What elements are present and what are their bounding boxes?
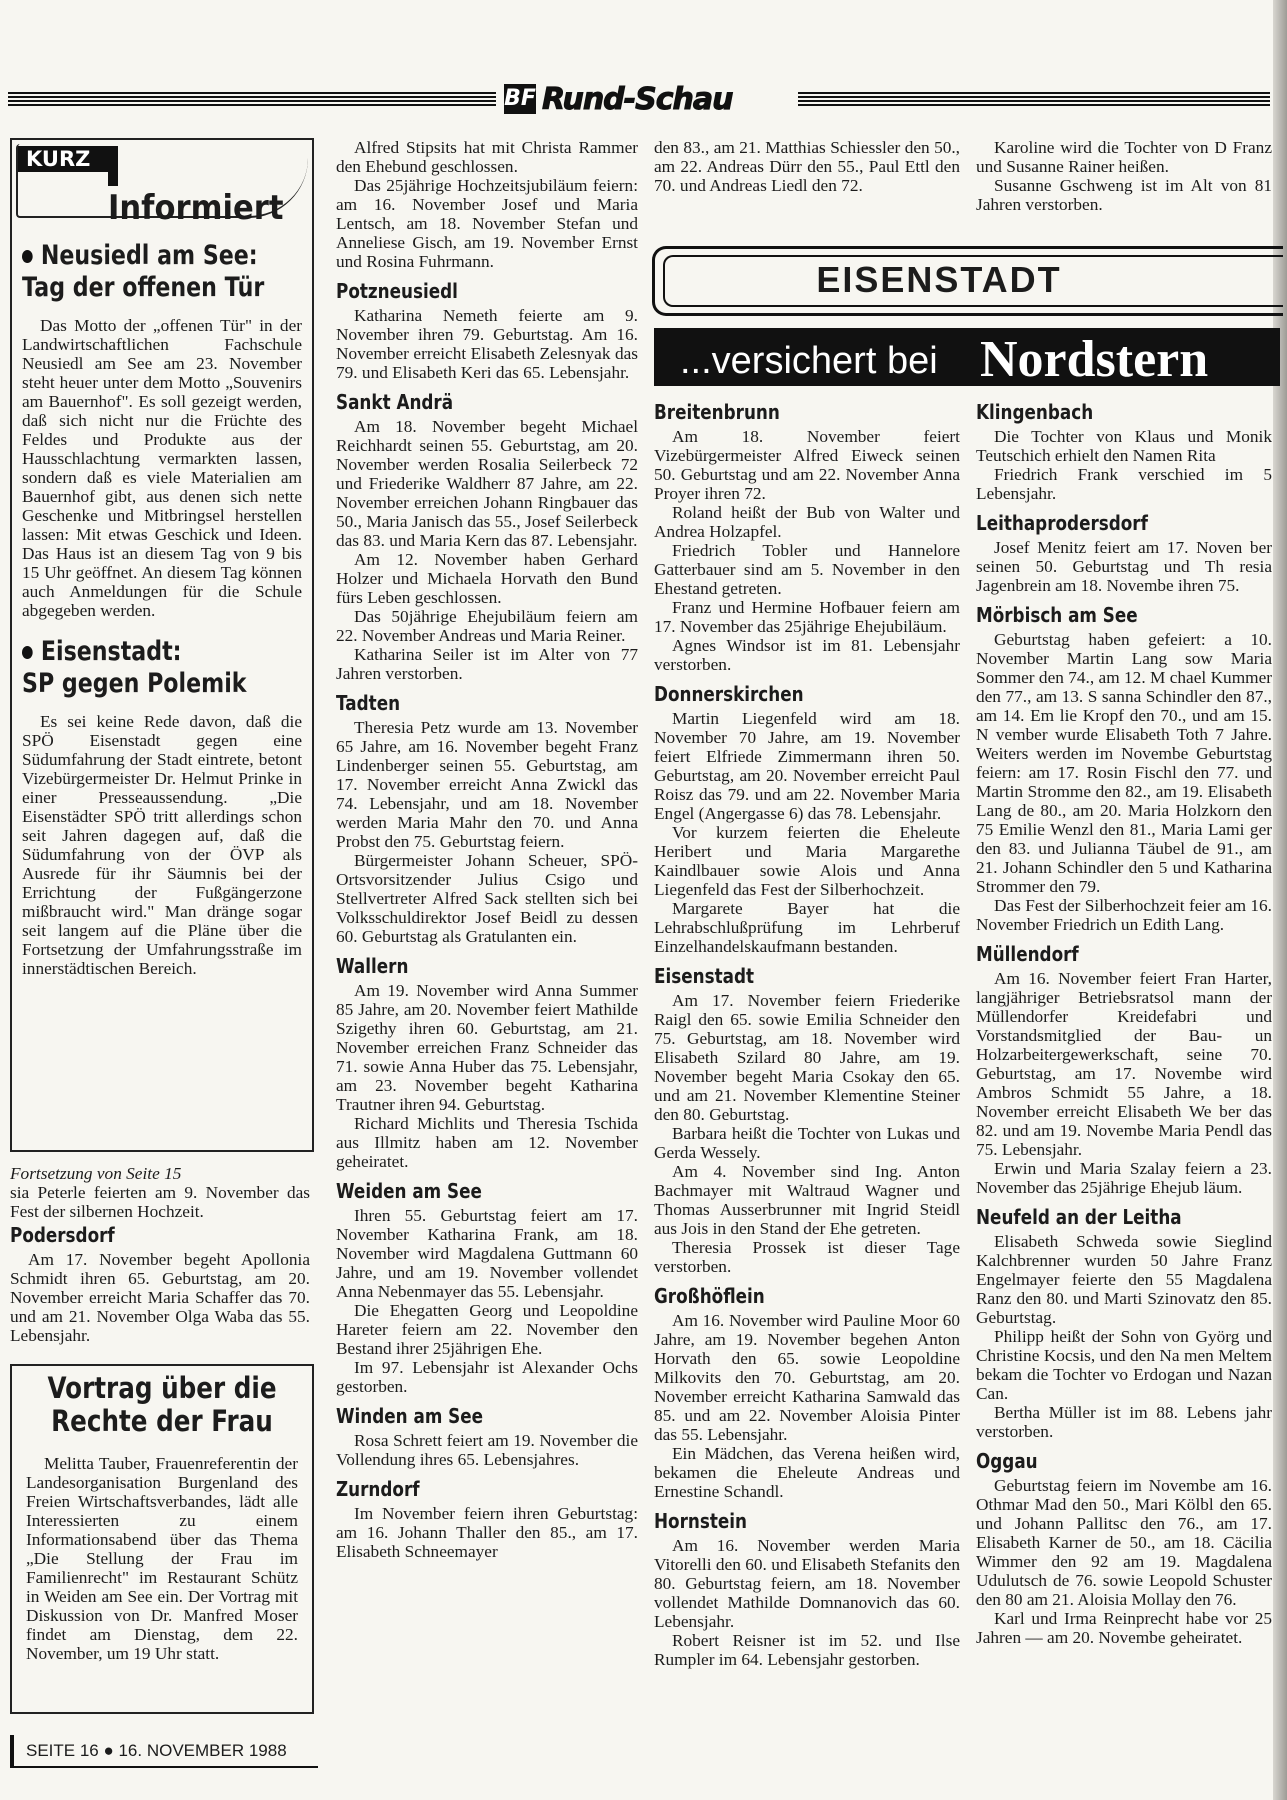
page-footer	[10, 1735, 318, 1767]
paragraph: Das Fest der Silberhochzeit feier am 16. November Friedrich un Edith Lang.	[976, 896, 1272, 934]
paragraph: Am 4. November sind Ing. Anton Bachmayer mit Waltraud Wagner und Thomas Ausserbrunner mit Ingrid Steidl aus Jois in den Stand der Ehe getreten.	[654, 1162, 960, 1238]
kurz-item-2-head1: Eisenstadt:	[22, 636, 252, 668]
kurz-item-2-head2: SP gegen Polemik	[22, 668, 247, 699]
bullet-icon	[22, 250, 33, 263]
paragraph: Geburtstag haben gefeiert: a 10. November Martin Lang sow Maria Sommer den 74., am 12. M chael Kummer den 77., am 13. S sanna Schindler den 87., am 14. Em lie Kropf den 70., und am 15. N vember wurde Elisabeth Toth 7 Jahre. Weiters werden im Novembe Geburtstag feiern: am 17. Rosin Fischl den 77. und Martin Stromme den 82., am 19. Elisabeth Lang de 80., am 20. Maria Holzkorn den 75 Emilie Wenzl den 81., Maria Lami ger den 83. und Julianna Täubel de 91., am 21. Johann Schindler den 5 und Katharina Strommer den 79.	[976, 630, 1272, 896]
place-leithaprodersdorf: Leithaprodersdorf	[976, 511, 1148, 535]
fortsetzung-text: sia Peterle feierten am 9. November das Fest der silbernen Hochzeit.	[10, 1183, 310, 1221]
paragraph: Das 50jährige Ehejubiläum feiern am 22. November Andreas und Maria Reiner.	[336, 607, 638, 645]
kurz-title: Informiert	[108, 188, 284, 228]
masthead	[8, 82, 1270, 116]
place-hornstein: Hornstein	[654, 1509, 747, 1533]
footer-bar	[10, 1735, 14, 1767]
paragraph: Am 12. November haben Gerhard Holzer und Michaela Horvath den Bund fürs Leben geschlossen.	[336, 550, 638, 607]
paragraph: Agnes Windsor ist im 81. Lebensjahr verstorben.	[654, 636, 960, 674]
paragraph: Philipp heißt der Sohn von Györg und Christine Kocsis, und den Na men Meltem bekam die Tochter vo Erdogan und Nazan Can.	[976, 1327, 1272, 1403]
section-title: Rund-Schau	[542, 82, 733, 117]
paragraph: Margarete Bayer hat die Lehrabschlußprüfung im Lehrberuf Einzelhandelskaufmann bestanden.	[654, 899, 960, 956]
paragraph: Bertha Müller ist im 88. Lebens jahr verstorben.	[976, 1403, 1272, 1441]
column-2	[336, 138, 638, 1561]
paragraph: Die Ehegatten Georg und Leopoldine Hareter feiern am 22. November den Bestand ihrer 25jährigen Ehe.	[336, 1301, 638, 1358]
kurz-informiert-box	[10, 138, 314, 1152]
paragraph: Am 16. November werden Maria Vitorelli den 60. und Elisabeth Stefanits den 80. Geburtstag feiern, am 18. November vollendet Mathilde Domnanovich das 60. Lebensjahr.	[654, 1536, 960, 1631]
place-eisenstadt: Eisenstadt	[654, 964, 755, 988]
place-muellendorf: Müllendorf	[976, 942, 1079, 966]
paragraph: Katharina Nemeth feierte am 9. November ihren 79. Geburtstag. Am 16. November erreicht Elisabeth Zelesnyak das 79. und Elisabeth Keri das 65. Lebensjahr.	[336, 306, 638, 382]
kurz-item-2-text: Es sei keine Rede davon, daß die SPÖ Eisenstadt gegen eine Südumfahrung der Stadt eintrete, betont Vizebürgermeister Dr. Helmut Prinke in einer Presseaussendung. „Die Eisenstädter SPÖ tritt allerdings schon seit Jahren dagegen auf, daß die Südumfahrung von der ÖVP als Ausrede für ihr Säumnis bei der Errichtung der Fußgängerzone mißbraucht wird." Man dränge sogar seit langem auf die Pläne über die Fortsetzung der Umfahrungsstraße im innerstädtischen Bereich.	[22, 712, 302, 978]
eisenstadt-banner	[652, 246, 1283, 316]
paragraph: Josef Menitz feiert am 17. Noven ber seinen 50. Geburtstag und Th resia Jagenbrein am 18. Novembe ihren 75.	[976, 538, 1272, 595]
paragraph: Barbara heißt die Tochter von Lukas und Gerda Wessely.	[654, 1124, 960, 1162]
col3-top-text: den 83., am 21. Matthias Schiessler den 50., am 22. Andreas Dürr den 55., Paul Ettl den 70. und Andreas Liedl den 72.	[654, 138, 960, 195]
column-3	[654, 400, 960, 1669]
place-breitenbrunn: Breitenbrunn	[654, 400, 780, 424]
place-winden-am-see: Winden am See	[336, 1404, 484, 1428]
paragraph: Richard Michlits und Theresia Tschida aus Illmitz haben am 12. November geheiratet.	[336, 1114, 638, 1171]
paragraph: Franz und Hermine Hofbauer feiern am 17. November das 25jährige Ehejubiläum.	[654, 598, 960, 636]
paragraph: Am 16. November feiert Fran Harter, langjähriger Betriebsratsol mann der Müllendorfer Kreidefabri und Vorstandsmitglied der Bau- un Holzarbeitergewerkschaft, seine 70. Geburtstag, am 17. Novembe wird Ambros Schmidt 55 Jahre, a 18. November erreicht Elisabeth We ber das 82. und am 19. Novembe Maria Pendl das 75. Lebensjahr.	[976, 969, 1272, 1159]
paragraph: Am 18. November feiert Vizebürgermeister Alfred Eiweck seinen 50. Geburtstag und am 22. November Anna Proyer ihren 72.	[654, 427, 960, 503]
vortrag-head: Vortrag über die Rechte der Frau	[47, 1371, 277, 1438]
paragraph: Roland heißt der Bub von Walter und Andrea Holzapfel.	[654, 503, 960, 541]
paragraph: Friedrich Frank verschied im 5 Lebensjahr.	[976, 465, 1272, 503]
place-wallern: Wallern	[336, 954, 409, 978]
vortrag-box	[10, 1364, 314, 1714]
paragraph: Am 18. November begeht Michael Reichhardt seinen 55. Geburtstag, am 20. November werden Rosalia Seilerbeck 72 und Friederike Waldherr 87 Jahre, am 22. November erreichen Johann Ringbauer das 50., Maria Janisch das 55., Josef Seilerbeck das 83. und Maria Kern das 87. Lebensjahr.	[336, 417, 638, 550]
paragraph: Martin Liegenfeld wird am 18. November 70 Jahre, am 19. November feiert Elfriede Zimmermann ihren 50. Geburtstag, am 20. November erreicht Paul Roisz das 79. und am 22. November Maria Engel (Angergasse 6) das 78. Lebensjahr.	[654, 709, 960, 823]
paragraph: Im 97. Lebensjahr ist Alexander Ochs gestorben.	[336, 1358, 638, 1396]
place-klingenbach: Klingenbach	[976, 400, 1094, 424]
paragraph: Am 16. November wird Pauline Moor 60 Jahre, am 19. November begehen Anton Horvath den 65. sowie Leopoldine Milkovits den 70. Geburtstag, am 20. November erreicht Katharina Samwald das 85. und am 22. November Aloisia Pinter das 55. Lebensjahr.	[654, 1311, 960, 1444]
place-moerbisch-am-see: Mörbisch am See	[976, 603, 1138, 627]
bullet-icon	[22, 646, 33, 659]
paragraph: Vor kurzem feierten die Eheleute Heribert und Maria Margarethe Kaindlbauer sowie Alois und Anna Liegenfeld das Fest der Silberhochzeit.	[654, 823, 960, 899]
col4-top-p1: Karoline wird die Tochter von D Franz und Susanne Rainer heißen.	[976, 138, 1272, 176]
place-podersdorf: Podersdorf	[10, 1223, 115, 1247]
col2-intro-p2: Das 25jährige Hochzeitsjubiläum feiern: am 16. November Josef und Maria Lentsch, am 18. November Stefan und Anneliese Gisch, am 19. November Ernst und Rosina Fuhrmann.	[336, 176, 638, 271]
bf-logo: BF	[504, 84, 536, 114]
masthead-rule-right	[798, 92, 1270, 108]
paragraph: Elisabeth Schweda sowie Sieglind Kalchbrenner wurden 50 Jahre Franz Engelmayer feierte den 55 Magdalena Ranz den 80. und Marti Szinovatz den 85. Geburtstag.	[976, 1232, 1272, 1327]
place-donnerskirchen: Donnerskirchen	[654, 682, 804, 706]
paragraph: Theresia Petz wurde am 13. November 65 Jahre, am 16. November begeht Franz Lindenberger seinen 55. Geburtstag, am 17. November erreicht Anna Zwickl das 74. Lebensjahr, und am 18. November werden Maria Mahr den 70. und Anna Probst den 75. Geburtstag feiern.	[336, 718, 638, 851]
column-4-top	[976, 138, 1272, 214]
paragraph: Am 19. November wird Anna Summer 85 Jahre, am 20. November feiert Mathilde Szigethy ihren 60. Geburtstag, am 21. November erreichen Franz Schneider das 71. sowie Anna Huber das 75. Lebensjahr, am 23. November begeht Katharina Trautner ihren 94. Geburtstag.	[336, 981, 638, 1114]
ad-brand: Nordstern	[980, 331, 1209, 388]
paragraph: Am 17. November feiern Friederike Raigl den 65. sowie Emilia Schneider den 75. Geburtstag, am 18. November wird Elisabeth Szilard 80 Jahre, am 19. November begeht Maria Csokay den 65. und am 21. November Klementine Steiner den 80. Geburtstag.	[654, 991, 960, 1124]
paragraph: Erwin und Maria Szalay feiern a 23. November das 25jährige Ehejub läum.	[976, 1159, 1272, 1197]
ad-slogan: ...versichert bei	[680, 340, 938, 382]
paragraph: Robert Reisner ist im 52. und Ilse Rumpler im 64. Lebensjahr gestorben.	[654, 1631, 960, 1669]
masthead-rule-left	[8, 92, 496, 108]
paragraph: Theresia Prossek ist dieser Tage verstorben.	[654, 1238, 960, 1276]
place-grosshoeflein: Großhöflein	[654, 1284, 765, 1308]
paragraph: Bürgermeister Johann Scheuer, SPÖ-Ortsvorsitzender Julius Csigo und Stellvertreter Alfred Sack stellten sich bei Volksschuldirektor Josef Beidl zu dessen 60. Geburtstag als Gratulanten ein.	[336, 851, 638, 946]
podersdorf-text: Am 17. November begeht Apollonia Schmidt ihren 65. Geburtstag, am 20. November erreicht Maria Schaffer das 70. und am 21. November Olga Waba das 55. Lebensjahr.	[10, 1250, 310, 1345]
footer-rule	[10, 1766, 318, 1768]
column-3-top	[654, 138, 960, 195]
col2-intro-p1: Alfred Stipsits hat mit Christa Rammer den Ehebund geschlossen.	[336, 138, 638, 176]
paragraph: Geburtstag feiern im Novembe am 16. Othmar Mad den 50., Mari Kölbl den 65. und Johann Pallitsc den 76., am 17. Elisabeth Karner de 50., am 18. Cäcilia Wimmer den 92 am 19. Magdalena Udulutsch de 76. sowie Leopold Schuster den 80 am 21. Aloisia Mollay den 76.	[976, 1476, 1272, 1609]
place-oggau: Oggau	[976, 1449, 1038, 1473]
kurz-items	[22, 240, 302, 978]
paragraph: Rosa Schrett feiert am 19. November die Vollendung ihres 65. Lebensjahres.	[336, 1431, 638, 1469]
kurz-stem	[108, 146, 118, 186]
place-potzneusiedl: Potzneusiedl	[336, 279, 458, 303]
place-neufeld-an-der-leitha: Neufeld an der Leitha	[976, 1205, 1182, 1229]
place-zurndorf: Zurndorf	[336, 1477, 420, 1501]
paragraph: Karl und Irma Reinprecht habe vor 25 Jahren — am 20. Novembe geheiratet.	[976, 1609, 1272, 1647]
column-4	[976, 400, 1272, 1647]
paragraph: Im November feiern ihren Geburtstag: am 16. Johann Thaller den 85., am 17. Elisabeth Schneemayer	[336, 1504, 638, 1561]
paragraph: Friedrich Tobler und Hannelore Gatterbauer sind am 5. November in den Ehestand getreten.	[654, 541, 960, 598]
paragraph: Ein Mädchen, das Verena heißen wird, bekamen die Eheleute Andreas und Ernestine Schandl.	[654, 1444, 960, 1501]
paragraph: Ihren 55. Geburtstag feiert am 17. November Katharina Frank, am 18. November wird Magdalena Guttmann 60 Jahre, und am 19. November vollendet Anna Nebenmayer das 55. Lebensjahr.	[336, 1206, 638, 1301]
footer-text: SEITE 16 ● 16. NOVEMBER 1988	[26, 1741, 287, 1760]
place-tadten: Tadten	[336, 691, 401, 715]
place-sankt-andrae: Sankt Andrä	[336, 390, 454, 414]
nordstern-ad	[654, 328, 1280, 386]
kurz-item-1-head1: Neusiedl am See:	[22, 240, 252, 272]
kurz-item-1-text: Das Motto der „offenen Tür" in der Landwirtschaftlichen Fachschule Neusiedl am See am 23. November steht heuer unter dem Motto „Souvenirs am Bauernhof". Es soll gezeigt werden, daß sich nicht nur die Früchte des Feldes und Produkte aus der Hausschlachtung vermarkten lassen, sondern daß es viele Materialien am Bauernhof gibt, aus denen sich nette Geschenke und Mitbringsel herstellen lassen: Mit etwas Geschick und Ideen. Das Haus ist an diesem Tag von 9 bis 15 Uhr geöffnet. An diesem Tag können auch Anmeldungen für die Schule abgegeben werden.	[22, 316, 302, 620]
kurz-tag: KURZ	[18, 146, 114, 172]
vortrag-body	[26, 1454, 298, 1663]
fortsetzung-label: Fortsetzung von Seite 15	[10, 1164, 182, 1183]
place-weiden-am-see: Weiden am See	[336, 1179, 482, 1203]
vortrag-text: Melitta Tauber, Frauenreferentin der Landesorganisation Burgenland des Freien Wirtschaftsverbandes, lädt alle Interessierten zu einem Informationsabend über das Thema „Die Stellung der Frau im Familienrecht" im Restaurant Schütz in Weiden am See ein. Der Vortrag mit Diskussion von Dr. Manfred Moser findet am Dienstag, dem 22. November, um 19 Uhr statt.	[26, 1454, 298, 1663]
paragraph: Die Tochter von Klaus und Monik Teutschich erhielt den Namen Rita	[976, 427, 1272, 465]
eisenstadt-title: EISENSTADT	[816, 259, 1062, 300]
fortsetzung-block	[10, 1164, 310, 1345]
col4-top-p2: Susanne Gschweng ist im Alt von 81 Jahren verstorben.	[976, 176, 1272, 214]
paragraph: Katharina Seiler ist im Alter von 77 Jahren verstorben.	[336, 645, 638, 683]
kurz-item-1-head2: Tag der offenen Tür	[22, 272, 265, 303]
